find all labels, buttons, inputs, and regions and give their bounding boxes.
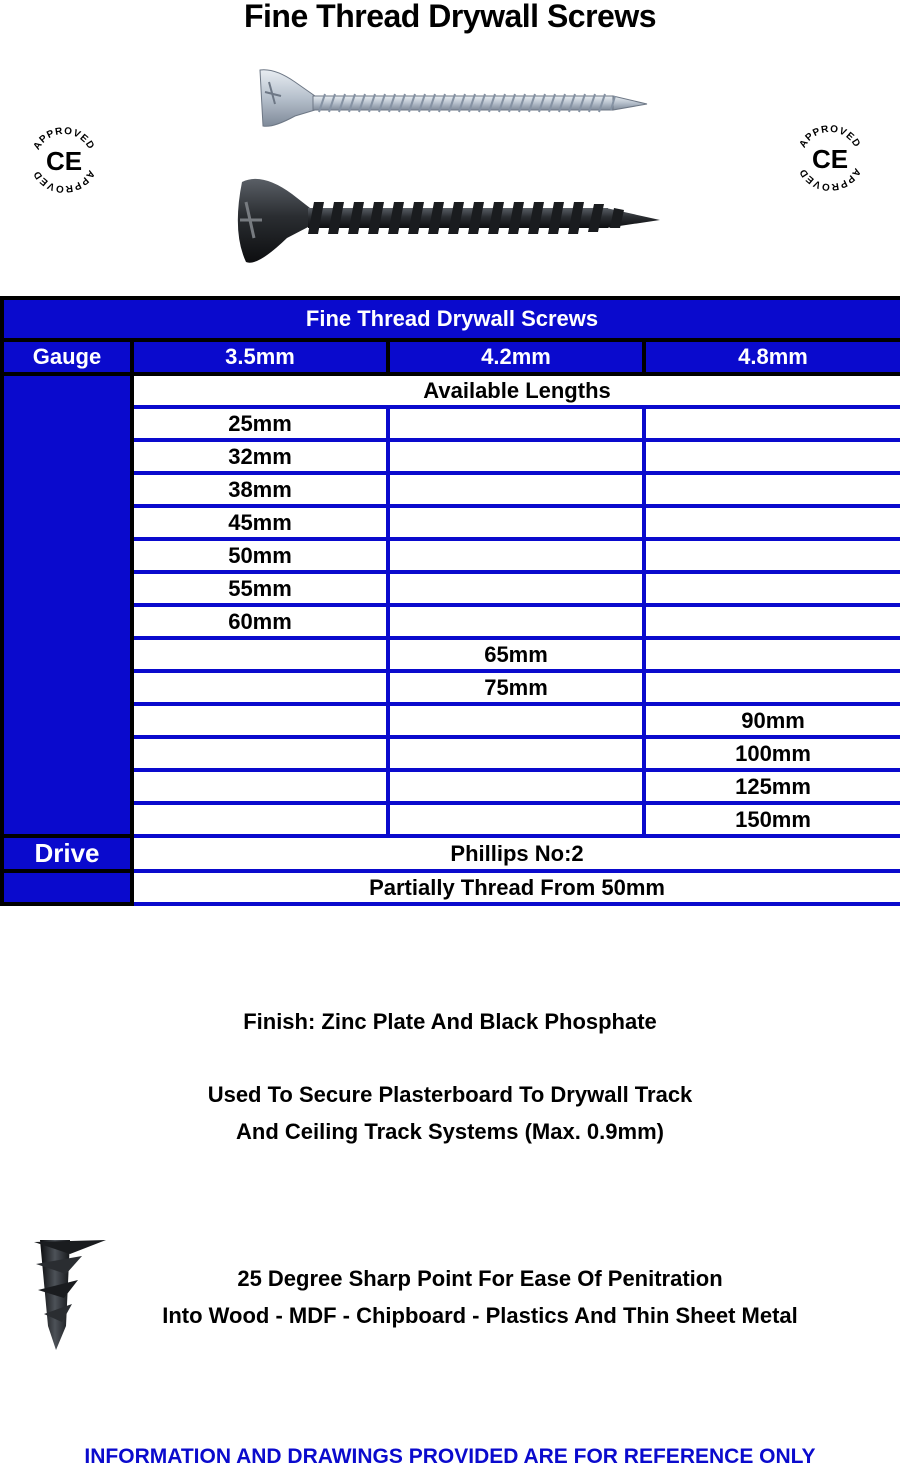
ce-top-text: APPROVED [31, 125, 97, 152]
table-row [2, 638, 900, 671]
table-row [2, 440, 900, 473]
ce-approved-badge-right [790, 118, 870, 198]
available-lengths-label: Available Lengths [132, 374, 900, 407]
lengths-side-cell [2, 374, 132, 836]
length-cell: 100mm [644, 737, 900, 770]
gauge-42: 4.2mm [388, 340, 644, 374]
table-row [2, 473, 900, 506]
table-row [2, 704, 900, 737]
length-cell [388, 440, 644, 473]
length-cell [388, 539, 644, 572]
page-title: Fine Thread Drywall Screws [243, 0, 657, 34]
length-cell [388, 506, 644, 539]
length-cell [388, 605, 644, 638]
table-row [2, 572, 900, 605]
length-cell [644, 605, 900, 638]
length-cell [644, 506, 900, 539]
table-row [2, 737, 900, 770]
length-cell [388, 737, 644, 770]
screw-tip-icon [30, 1238, 110, 1353]
ce-mark: CE [811, 144, 849, 174]
length-cell [388, 704, 644, 737]
finish-text: Finish: Zinc Plate And Black Phosphate [243, 1009, 657, 1034]
length-cell [132, 770, 388, 803]
table-row [2, 539, 900, 572]
length-cell: 90mm [644, 704, 900, 737]
ce-mark: CE [45, 146, 83, 176]
table-title: Fine Thread Drywall Screws [2, 298, 900, 340]
length-cell [388, 473, 644, 506]
thread-note: Partially Thread From 50mm [132, 871, 900, 904]
length-cell: 25mm [132, 407, 388, 440]
length-cell [644, 407, 900, 440]
length-cell [132, 638, 388, 671]
gauge-48: 4.8mm [644, 340, 900, 374]
length-cell [644, 473, 900, 506]
length-cell [132, 737, 388, 770]
length-cell [644, 638, 900, 671]
length-cell [132, 671, 388, 704]
zinc-screw-icon [255, 68, 650, 128]
table-row [2, 605, 900, 638]
table-row [2, 770, 900, 803]
table-row [2, 506, 900, 539]
thread-side-cell [2, 871, 132, 904]
length-cell [388, 572, 644, 605]
length-cell: 38mm [132, 473, 388, 506]
length-cell: 150mm [644, 803, 900, 836]
length-cell: 75mm [388, 671, 644, 704]
point-line-2: Into Wood - MDF - Chipboard - Plastics And Thin Sheet Metal [162, 1303, 798, 1328]
table-row [2, 407, 900, 440]
length-cell [644, 572, 900, 605]
point-line-1: 25 Degree Sharp Point For Ease Of Penitration [237, 1266, 723, 1291]
gauge-label: Gauge [2, 340, 132, 374]
length-cell: 55mm [132, 572, 388, 605]
table-row [2, 671, 900, 704]
length-cell: 60mm [132, 605, 388, 638]
length-cell [388, 803, 644, 836]
length-cell [132, 704, 388, 737]
spec-table [0, 296, 900, 906]
length-cell [644, 440, 900, 473]
ce-bottom-text: APPROVED [797, 166, 863, 193]
length-cell: 125mm [644, 770, 900, 803]
length-cell: 45mm [132, 506, 388, 539]
black-screw-icon [232, 172, 662, 267]
ce-bottom-text: APPROVED [31, 168, 97, 195]
disclaimer: INFORMATION AND DRAWINGS PROVIDED ARE FOR REFERENCE ONLY [84, 1445, 816, 1468]
ce-top-text: APPROVED [797, 123, 863, 150]
drive-label: Drive [2, 836, 132, 871]
ce-approved-badge-left [24, 120, 104, 200]
table-row [2, 803, 900, 836]
usage-line-1: Used To Secure Plasterboard To Drywall Track [207, 1082, 693, 1107]
drive-value: Phillips No:2 [132, 836, 900, 871]
length-cell [644, 539, 900, 572]
length-cell [388, 407, 644, 440]
length-cell [132, 803, 388, 836]
gauge-35: 3.5mm [132, 340, 388, 374]
usage-line-2: And Ceiling Track Systems (Max. 0.9mm) [236, 1119, 664, 1144]
length-cell: 65mm [388, 638, 644, 671]
length-cell: 32mm [132, 440, 388, 473]
length-cell [644, 671, 900, 704]
length-cell [388, 770, 644, 803]
length-cell: 50mm [132, 539, 388, 572]
